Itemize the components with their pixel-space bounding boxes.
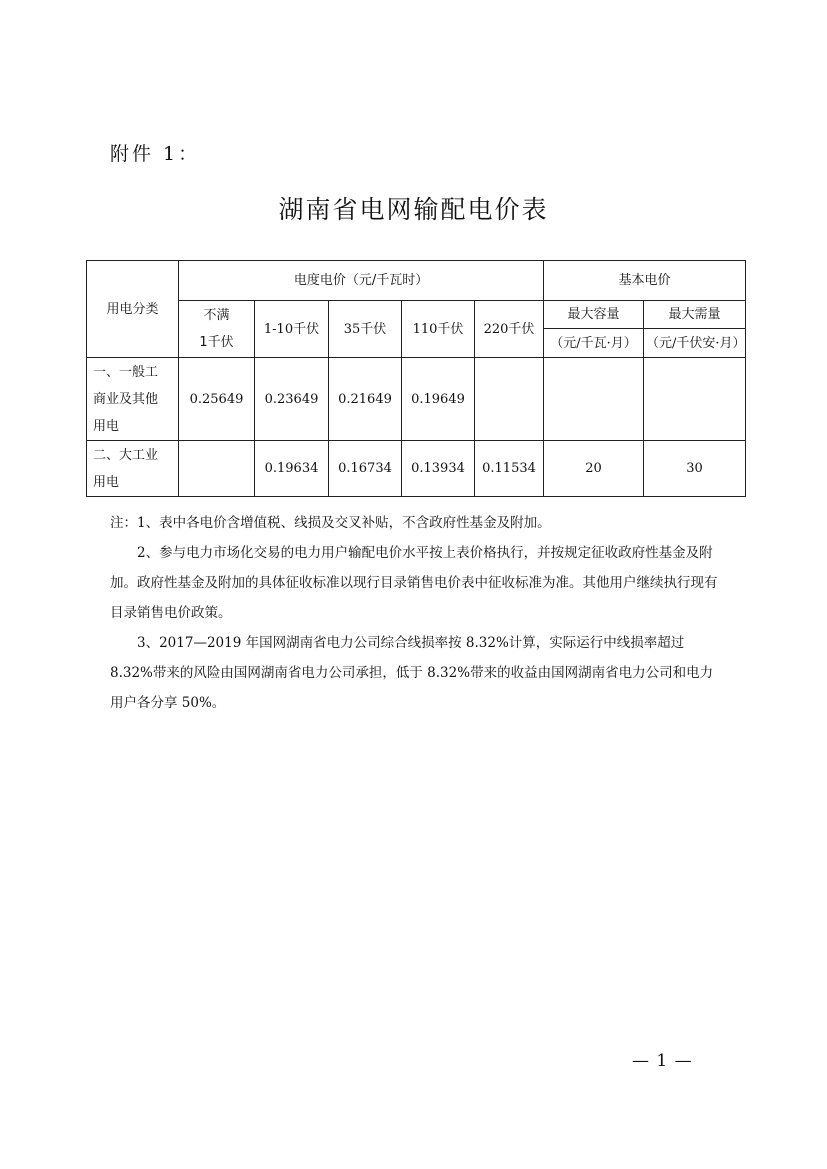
voltage-110kv: 110千伏	[402, 301, 475, 358]
price-cell: 0.16734	[329, 441, 402, 497]
voltage-under-1kv	[179, 301, 255, 358]
basic-price-header: 基本电价	[544, 261, 746, 301]
price-cell: 0.13934	[402, 441, 475, 497]
max-demand-unit: （元/千伏安·月）	[644, 329, 746, 358]
price-cell: 20	[544, 441, 644, 497]
price-cell: 0.21649	[329, 358, 402, 441]
row-category-general	[87, 358, 179, 441]
max-capacity-unit: （元/千瓦·月）	[544, 329, 644, 358]
category-header: 用电分类	[87, 261, 179, 358]
price-cell: 30	[644, 441, 746, 497]
voltage-35kv: 35千伏	[329, 301, 402, 358]
max-capacity-header: 最大容量	[544, 301, 644, 329]
row-category-line: 用电	[93, 418, 120, 434]
price-cell	[544, 358, 644, 441]
price-cell: 0.11534	[475, 441, 544, 497]
price-cell: 0.19634	[255, 441, 329, 497]
note-1: 注：1、表中各电价含增值税、线损及交叉补贴，不含政府性基金及附加。	[110, 515, 551, 531]
page-number: — 1 —	[632, 1051, 693, 1071]
voltage-1-10kv: 1-10千伏	[255, 301, 329, 358]
attachment-label: 附件 1：	[110, 143, 201, 165]
price-cell	[644, 358, 746, 441]
voltage-under-1kv-line1: 不满	[203, 308, 230, 323]
price-cell: 0.25649	[179, 358, 255, 441]
row-category-line: 商业及其他	[93, 391, 159, 407]
row-category-line: 二、大工业	[93, 447, 159, 463]
row-category-line: 一、一般工	[93, 364, 159, 380]
note-2: 2、参与电力市场化交易的电力用户输配电价水平按上表价格执行，并按规定征收政府性基金及附加。政府性基金及附加的具体征收标准以现行目录销售电价表中征收标准为准。其他用户继续执行现有目录销售电价政策。	[110, 545, 718, 621]
price-cell: 0.23649	[255, 358, 329, 441]
row-category-industrial	[87, 441, 179, 497]
voltage-220kv: 220千伏	[475, 301, 544, 358]
price-cell: 0.19649	[402, 358, 475, 441]
voltage-under-1kv-line2: 1千伏	[199, 335, 234, 350]
energy-price-header: 电度电价（元/千瓦时）	[179, 261, 544, 301]
row-category-line: 用电	[93, 474, 120, 490]
table-row	[87, 441, 746, 497]
tariff-table	[86, 260, 746, 497]
table-row	[87, 358, 746, 441]
document-title: 湖南省电网输配电价表	[278, 195, 549, 224]
price-cell	[475, 358, 544, 441]
notes-section	[110, 508, 722, 718]
price-cell	[179, 441, 255, 497]
note-3: 3、2017—2019 年国网湖南省电力公司综合线损率按 8.32%计算，实际运行中线损率超过 8.32%带来的风险由国网湖南省电力公司承担，低于 8.32%带来的收益由国网湖南省电力公司和电力用户各分享 50%。	[110, 635, 714, 711]
max-demand-header: 最大需量	[644, 301, 746, 329]
